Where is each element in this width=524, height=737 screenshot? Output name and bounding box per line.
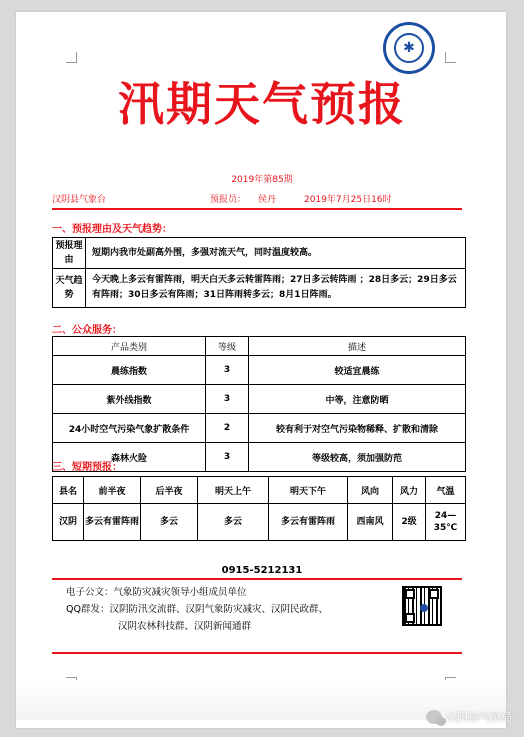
column-header: 等级: [206, 337, 249, 356]
crop-mark: [445, 52, 456, 63]
table-cell: 汉阴: [53, 504, 84, 541]
forecaster-name: 侯丹: [258, 195, 277, 205]
table-cell: 晨练指数: [53, 356, 206, 385]
table-row: [53, 269, 466, 308]
row-label: 预报理由: [53, 238, 86, 269]
table-cell: 3: [206, 356, 249, 385]
qq-line: QQ群发：汉阴防汛交流群、汉阴气象防灾减灾、汉阴民政群、: [66, 604, 328, 615]
column-header: 风向: [348, 477, 393, 504]
phone-number: 0915-5212131: [221, 565, 303, 576]
section3-heading: 三、短期预报：: [52, 462, 122, 473]
watermark: [426, 709, 512, 725]
column-header: 气温: [426, 477, 466, 504]
row-text: 今天晚上多云有雷阵雨，明天白天多云转雷阵雨；27日多云转阵雨 ；28日多云；29日多云有阵雨；30日多云有阵雨；31日阵雨转多云；8月1日阵雨。: [86, 269, 466, 308]
table-row: [53, 385, 466, 414]
column-header: 描述: [249, 337, 466, 356]
row-label: 天气趋势: [53, 269, 86, 308]
table-row: [53, 356, 466, 385]
short-term-forecast-table: [52, 476, 466, 541]
public-service-table: [52, 336, 466, 472]
table-header-row: [53, 337, 466, 356]
table-row: [53, 504, 466, 541]
watermark-text: 汉阴县气象局: [446, 711, 512, 724]
table-cell: 较适宜晨练: [249, 356, 466, 385]
meteorological-logo-icon: ✱: [383, 22, 435, 74]
column-header: 明天下午: [269, 477, 348, 504]
table-cell: 多云: [198, 504, 269, 541]
page-title: 汛期天气预报: [118, 77, 406, 131]
red-divider: [52, 208, 462, 210]
issue-number: 2019年第85期: [231, 175, 293, 185]
red-divider: [52, 652, 462, 654]
issue-time: 2019年7月25日16时: [304, 195, 392, 205]
distribution-list: [66, 584, 396, 635]
org-name: 汉阴县气象台: [52, 195, 107, 205]
table-cell: 较有利于对空气污染物稀释、扩散和清除: [249, 414, 466, 443]
meta-row: [52, 192, 462, 206]
table-cell: 多云有雷阵雨: [269, 504, 348, 541]
table-cell: 西南风: [348, 504, 393, 541]
column-header: 产品类别: [53, 337, 206, 356]
table-cell: 多云有雷阵雨: [84, 504, 141, 541]
table-cell: 紫外线指数: [53, 385, 206, 414]
email-line: 电子公文：气象防灾减灾领导小组成员单位: [66, 587, 247, 598]
table-cell: 24小时空气污染气象扩散条件: [53, 414, 206, 443]
table-cell: 3: [206, 385, 249, 414]
column-header: 明天上午: [198, 477, 269, 504]
table-cell: 森林火险: [53, 443, 206, 472]
qq-line: 汉阴农林科技群、汉阴新闻通群: [118, 621, 252, 632]
wechat-icon: [426, 710, 442, 724]
column-header: 风力: [393, 477, 426, 504]
table-cell: 多云: [141, 504, 198, 541]
table-row: [53, 414, 466, 443]
forecaster-label: 预报员：: [210, 195, 247, 205]
table-cell: 2级: [393, 504, 426, 541]
table-cell: 24—35℃: [426, 504, 466, 541]
column-header: 后半夜: [141, 477, 198, 504]
row-text: 短期内我市处副高外围，多强对流天气，同时温度较高。: [86, 238, 466, 269]
table-row: [53, 238, 466, 269]
column-header: 前半夜: [84, 477, 141, 504]
qr-code-icon: [402, 586, 442, 626]
table-cell: 等级较高，须加强防范: [249, 443, 466, 472]
section1-heading: 一、预报理由及天气趋势：: [52, 224, 172, 235]
red-divider: [52, 578, 462, 580]
table-header-row: [53, 477, 466, 504]
crop-mark: [66, 52, 77, 63]
reason-trend-table: [52, 237, 466, 308]
table-cell: 2: [206, 414, 249, 443]
table-cell: 3: [206, 443, 249, 472]
column-header: 县名: [53, 477, 84, 504]
section2-heading: 二、公众服务：: [52, 325, 122, 336]
table-cell: 中等，注意防晒: [249, 385, 466, 414]
